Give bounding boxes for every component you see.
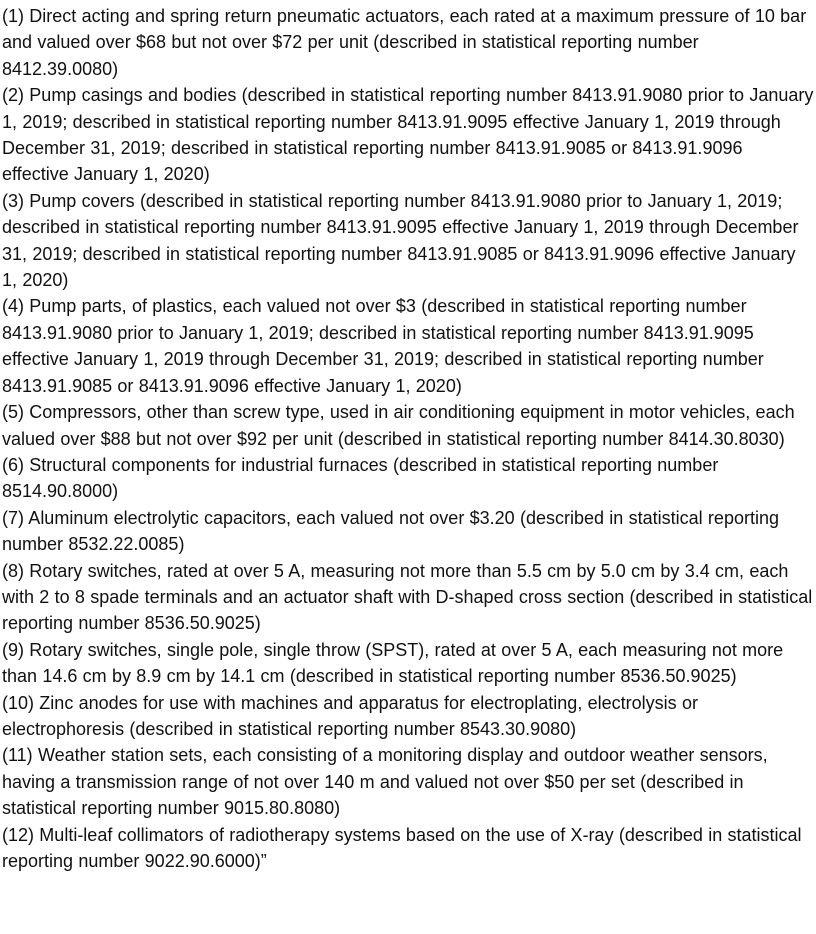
list-item-9: (9) Rotary switches, single pole, single throw (SPST), rated at over 5 A, each measuring not more than 14.6 cm by 8.9 cm by 14.1 cm (described in statistical reporting number 8536.50.9025) bbox=[2, 639, 784, 687]
list-item-7: (7) Aluminum electrolytic capacitors, each valued not over $3.20 (described in statistical reporting number 8532.22.0085) bbox=[2, 507, 779, 555]
list-item-8: (8) Rotary switches, rated at over 5 A, measuring not more than 5.5 cm by 5.0 cm by 3.4 cm, each with 2 to 8 spade terminals and an actuator shaft with D-shaped cross section (described in statistical reporting number 8536.50.9025) bbox=[2, 560, 813, 634]
list-item-6: (6) Structural components for industrial furnaces (described in statistical reporting number 8514.90.8000) bbox=[2, 454, 719, 502]
list-item-2: (2) Pump casings and bodies (described in statistical reporting number 8413.91.9080 prior to January 1, 2019; described in statistical reporting number 8413.91.9095 effective January 1, 2019 through December 31, 2019; described in statistical reporting number 8413.91.9085 or 8413.91.9096 effective January 1, 2020) bbox=[2, 85, 814, 185]
list-item-5: (5) Compressors, other than screw type, used in air conditioning equipment in motor vehicles, each valued over $88 but not over $92 per unit (described in statistical reporting number 8414.30.8030) bbox=[2, 402, 795, 449]
list-item-10: (10) Zinc anodes for use with machines and apparatus for electroplating, electrolysis or electrophoresis (described in statistical reporting number 8543.30.9080) bbox=[2, 692, 698, 739]
list-item-11: (11) Weather station sets, each consisting of a monitoring display and outdoor weather sensors, having a transmission range of not over 140 m and valued not over $50 per set (described in statistical reporting number 9015.80.8080) bbox=[2, 745, 768, 819]
list-item-4: (4) Pump parts, of plastics, each valued not over $3 (described in statistical reporting number 8413.91.9080 prior to January 1, 2019; described in statistical reporting number 8413.91.9095 effective January 1, 2019 through December 31, 2019; described in statistical reporting number 8413.91.9085 or 8413.91.9096 effective January 1, 2020) bbox=[2, 296, 764, 396]
list-item-1: (1) Direct acting and spring return pneumatic actuators, each rated at a maximum pressure of 10 bar and valued over $68 but not over $72 per unit (described in statistical reporting number 8412.39.0080) bbox=[2, 6, 807, 79]
list-item-12: (12) Multi-leaf collimators of radiotherapy systems based on the use of X-ray (described in statistical reporting number 9022.90.6000)” bbox=[2, 824, 802, 871]
list-item-3: (3) Pump covers (described in statistical reporting number 8413.91.9080 prior to January 1, 2019; described in statistical reporting number 8413.91.9095 effective January 1, 2019 through December 31, 2019; described in statistical reporting number 8413.91.9085 or 8413.91.9096 effective January 1, 2020) bbox=[2, 190, 799, 291]
